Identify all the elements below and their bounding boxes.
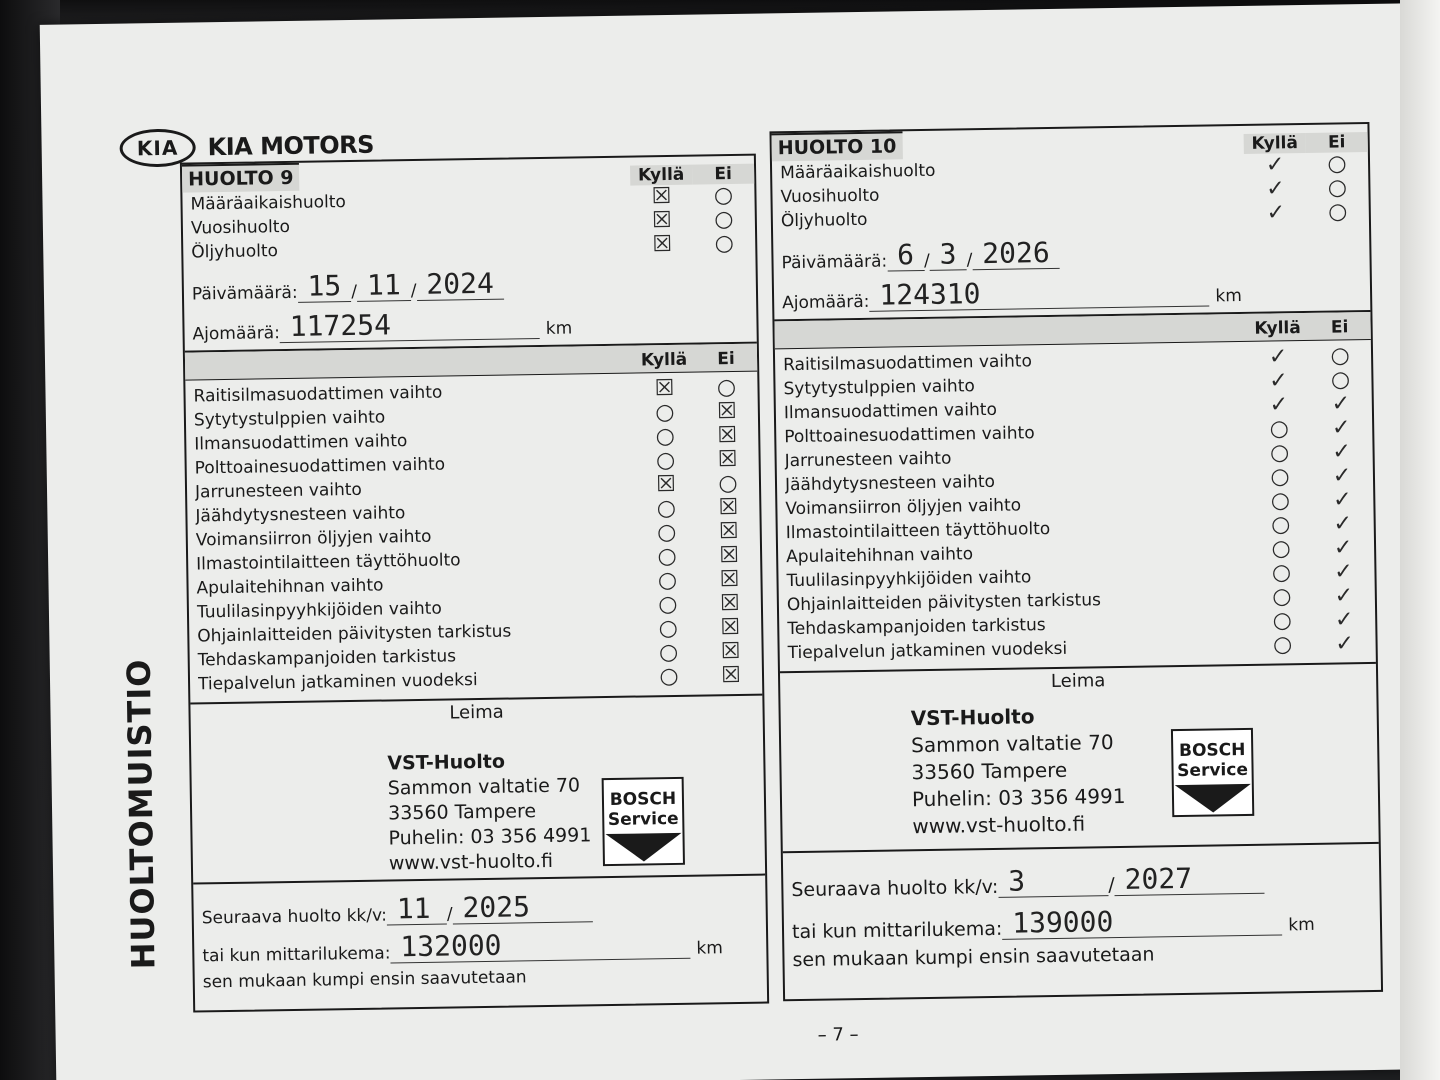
yes-checkbox[interactable]: ○ [655, 423, 676, 450]
yes-checkbox[interactable]: ✓ [1269, 368, 1288, 394]
workshop-phone: Puhelin: 03 356 4991 [911, 783, 1126, 812]
no-checkbox[interactable]: ○ [716, 374, 737, 401]
row-label: Apulaitehihnan vaihto [786, 544, 974, 568]
form-title: HUOLTO 9 [182, 163, 300, 193]
col-yes-header: Kyllä [1254, 318, 1301, 339]
yes-checkbox[interactable]: ○ [656, 519, 677, 546]
mileage-value: 117254 [280, 308, 540, 343]
stamp-box [780, 662, 1379, 851]
col-yes-header: Kyllä [1244, 133, 1306, 154]
no-checkbox[interactable]: ✓ [1333, 511, 1353, 537]
row-label: Apulaitehihnan vaihto [196, 575, 384, 599]
bosch-line1: BOSCH [609, 788, 677, 810]
mileage-unit: km [1215, 285, 1242, 307]
tasks-section [185, 342, 762, 697]
no-checkbox[interactable]: ○ [718, 470, 738, 497]
yes-checkbox[interactable]: ○ [1269, 416, 1290, 442]
next-service-box [783, 842, 1381, 977]
yes-checkbox[interactable]: ✓ [1268, 344, 1288, 370]
date-year: 2026 [972, 238, 1060, 270]
yes-checkbox[interactable]: ✓ [1266, 200, 1286, 226]
mileage-label: Ajomäärä: [782, 291, 870, 314]
col-no-header: Ei [692, 164, 754, 185]
brand-name: KIA MOTORS [207, 130, 375, 162]
yes-checkbox[interactable]: ○ [655, 447, 676, 474]
odo-unit: km [1288, 914, 1315, 936]
odo-label: tai kun mittarilukema: [202, 943, 391, 967]
bosch-line2: Service [1177, 759, 1249, 782]
odo-value: 139000 [1002, 904, 1282, 939]
no-checkbox[interactable]: ✓ [1334, 607, 1354, 633]
row-label: Tiepalvelun jatkaminen vuodeksi [197, 670, 478, 695]
bosch-line1: BOSCH [1178, 739, 1246, 762]
odo-label: tai kun mittarilukema: [791, 917, 1003, 944]
yes-checkbox[interactable]: ✓ [1266, 176, 1285, 202]
col-no-header: Ei [1306, 132, 1368, 153]
mileage-value: 124310 [869, 276, 1209, 312]
row-label: Ilmansuodattimen vaihto [783, 399, 998, 424]
row-label: Öljyhuolto [191, 241, 279, 263]
row-label: Polttoainesuodattimen vaihto [784, 423, 1035, 448]
no-checkbox[interactable]: ○ [1330, 343, 1350, 369]
next-month: 11 [387, 894, 447, 926]
yes-checkbox[interactable]: ○ [657, 567, 678, 594]
yes-checkbox[interactable]: ○ [658, 639, 679, 666]
row-label: Ilmastointilaitteen täyttöhuolto [785, 519, 1051, 544]
no-checkbox[interactable]: ○ [1327, 151, 1347, 177]
yes-checkbox[interactable]: ✓ [1265, 152, 1285, 178]
row-label: Määräaikaishuolto [190, 192, 347, 215]
no-checkbox[interactable]: ○ [1327, 175, 1348, 201]
stamp-box [190, 694, 765, 883]
no-checkbox[interactable]: ○ [713, 182, 734, 209]
row-label: Voimansiirron öljyjen vaihto [785, 495, 1022, 520]
row-label: Jäähdytysnesteen vaihto [784, 471, 996, 496]
yes-checkbox[interactable]: ○ [657, 543, 677, 570]
yes-checkbox[interactable]: ○ [1272, 632, 1293, 658]
next-service-row: Seuraava huolto kk/v: 11 / 2025 [201, 882, 758, 929]
workshop-web: www.vst-huolto.fi [388, 849, 554, 875]
next-service-row: Seuraava huolto kk/v: 3 / 2027 [791, 850, 1372, 901]
row-label: Tuulilasinpyyhkijöiden vaihto [196, 598, 442, 623]
service-form-9 [180, 154, 769, 1013]
bosch-service-logo [602, 777, 685, 866]
footnote: sen mukaan kumpi ensin saavutetaan [792, 943, 1155, 972]
workshop-name: VST-Huolto [910, 704, 1035, 731]
next-month: 3 [998, 865, 1108, 898]
no-checkbox[interactable]: ✓ [1332, 487, 1352, 513]
vertical-title: HUOLTOMUISTIO [119, 658, 163, 970]
row-label: Jarrunesteen vaihto [194, 479, 362, 503]
yes-checkbox[interactable]: ☒ [651, 207, 672, 234]
tasks-section [774, 310, 1375, 665]
service-form-10 [769, 122, 1383, 1001]
no-checkbox[interactable]: ✓ [1334, 583, 1354, 609]
row-label: Raitisilmasuodattimen vaihto [193, 382, 443, 407]
date-day: 6 [887, 240, 924, 272]
stamp-title: Leima [449, 701, 504, 724]
service-type-list [182, 184, 755, 265]
row-label: Tiepalvelun jatkaminen vuodeksi [787, 638, 1068, 664]
yes-checkbox[interactable]: ○ [1270, 512, 1291, 538]
col-yes-header: Kyllä [640, 349, 688, 371]
no-checkbox[interactable]: ○ [1328, 199, 1348, 225]
workshop-street: Sammon valtatie 70 [910, 730, 1114, 758]
no-checkbox[interactable]: ☒ [719, 590, 740, 617]
col-no-header: Ei [1330, 317, 1349, 338]
row-label: Voimansiirron öljyjen vaihto [195, 526, 432, 551]
page-number: – 7 – [817, 1024, 859, 1046]
yes-checkbox[interactable]: ○ [1272, 608, 1293, 634]
date-year: 2024 [416, 269, 504, 301]
workshop-street: Sammon valtatie 70 [387, 774, 581, 800]
no-checkbox[interactable]: ☒ [719, 566, 740, 593]
footnote: sen mukaan kumpi ensin saavutetaan [202, 967, 527, 993]
service-type-list [772, 152, 1369, 233]
no-checkbox[interactable]: ○ [714, 206, 734, 233]
next-service-box [193, 874, 767, 999]
no-checkbox[interactable]: ☒ [718, 494, 739, 521]
col-yes-header: Kyllä [630, 165, 692, 186]
kia-logo-icon: KIA [119, 128, 196, 167]
bosch-triangle-icon [1175, 784, 1251, 813]
date-label: Päivämäärä: [781, 251, 888, 274]
date-day: 15 [297, 271, 351, 303]
no-checkbox[interactable]: ✓ [1335, 631, 1355, 657]
yes-checkbox[interactable]: ○ [1269, 440, 1290, 466]
date-label: Päivämäärä: [191, 282, 298, 305]
next-year: 2027 [1114, 863, 1264, 896]
no-checkbox[interactable]: ✓ [1332, 439, 1351, 465]
bosch-triangle-icon [605, 833, 681, 862]
next-label: Seuraava huolto kk/v: [201, 905, 388, 929]
yes-checkbox[interactable]: ○ [1272, 584, 1292, 610]
row-label: Jäähdytysnesteen vaihto [195, 503, 406, 527]
no-checkbox[interactable]: ☒ [720, 614, 741, 641]
no-checkbox[interactable]: ○ [1330, 367, 1351, 393]
workshop-stamp [387, 748, 592, 876]
workshop-city: 33560 Tampere [911, 757, 1068, 785]
no-checkbox[interactable]: ☒ [720, 662, 742, 689]
row-label: Tuulilasinpyyhkijöiden vaihto [786, 567, 1032, 592]
row-label: Ohjainlaitteiden päivitysten tarkistus [786, 590, 1102, 616]
yes-checkbox[interactable]: ○ [1271, 560, 1292, 586]
yes-checkbox[interactable]: ○ [1270, 488, 1291, 514]
task-list [775, 340, 1376, 665]
row-label: Raitisilmasuodattimen vaihto [782, 351, 1033, 376]
no-checkbox[interactable]: ☒ [717, 446, 738, 473]
no-checkbox[interactable]: ✓ [1331, 391, 1351, 417]
yes-checkbox[interactable]: ☒ [655, 471, 677, 498]
no-checkbox[interactable]: ✓ [1331, 415, 1351, 441]
yes-checkbox[interactable]: ○ [655, 399, 675, 426]
row-label: Ilmansuodattimen vaihto [194, 431, 408, 455]
no-checkbox[interactable]: ✓ [1333, 535, 1353, 561]
date-field: Päivämäärä: 15 / 11 / 2024 [183, 256, 756, 305]
row-label: Jarrunesteen vaihto [784, 448, 952, 472]
date-field: Päivämäärä: 6 / 3 / 2026 [773, 224, 1370, 273]
no-checkbox[interactable]: ☒ [720, 638, 741, 665]
no-checkbox[interactable]: ☒ [717, 422, 738, 449]
no-checkbox[interactable]: ○ [714, 230, 735, 257]
no-checkbox[interactable]: ✓ [1334, 559, 1353, 585]
yes-checkbox[interactable]: ☒ [652, 231, 673, 258]
workshop-stamp [911, 702, 1127, 840]
no-checkbox[interactable]: ✓ [1332, 463, 1352, 489]
no-checkbox[interactable]: ☒ [719, 542, 740, 569]
next-page-edge [1400, 0, 1440, 1080]
form-title: HUOLTO 10 [772, 131, 903, 161]
row-label: Vuosihuolto [190, 216, 291, 239]
next-label: Seuraava huolto kk/v: [791, 875, 999, 902]
odo-unit: km [696, 938, 724, 959]
row-label: Sytytystulppien vaihto [783, 376, 975, 400]
workshop-city: 33560 Tampere [387, 800, 537, 825]
bosch-line2: Service [607, 808, 679, 831]
task-list [185, 372, 762, 697]
mileage-label: Ajomäärä: [192, 323, 281, 345]
row-label: Tehdaskampanjoiden tarkistus [197, 646, 457, 671]
booklet-page [40, 3, 1429, 1080]
yes-checkbox[interactable]: ✓ [1269, 392, 1289, 418]
yes-checkbox[interactable]: ☒ [654, 375, 675, 402]
next-year: 2025 [452, 891, 592, 924]
yes-checkbox[interactable]: ○ [1270, 464, 1290, 490]
stamp-title: Leima [1050, 670, 1106, 693]
yes-checkbox[interactable]: ○ [656, 495, 677, 522]
mileage-unit: km [545, 318, 573, 339]
no-checkbox[interactable]: ☒ [718, 518, 739, 545]
row-label: Ohjainlaitteiden päivitysten tarkistus [197, 621, 512, 647]
odo-value: 132000 [390, 928, 690, 964]
workshop-web: www.vst-huolto.fi [912, 811, 1086, 839]
row-label: Sytytystulppien vaihto [193, 407, 386, 431]
yes-checkbox[interactable]: ○ [658, 615, 679, 642]
row-label: Tehdaskampanjoiden tarkistus [787, 615, 1046, 640]
date-month: 3 [929, 239, 966, 271]
row-label: Polttoainesuodattimen vaihto [194, 454, 446, 479]
row-label: Määräaikaishuolto [779, 160, 936, 184]
row-label: Ilmastointilaitteen täyttöhuolto [196, 550, 461, 575]
col-no-header: Ei [717, 348, 735, 370]
no-checkbox[interactable]: ☒ [716, 398, 737, 425]
row-label: Öljyhuolto [780, 209, 868, 232]
yes-checkbox[interactable]: ○ [659, 663, 679, 690]
yes-checkbox[interactable]: ○ [1271, 536, 1291, 562]
date-month: 11 [357, 270, 411, 302]
yes-checkbox[interactable]: ○ [658, 591, 678, 618]
row-label: Vuosihuolto [780, 185, 880, 208]
workshop-name: VST-Huolto [387, 750, 506, 775]
bosch-service-logo [1171, 728, 1254, 817]
workshop-phone: Puhelin: 03 356 4991 [388, 824, 592, 850]
yes-checkbox[interactable]: ☒ [651, 183, 672, 210]
